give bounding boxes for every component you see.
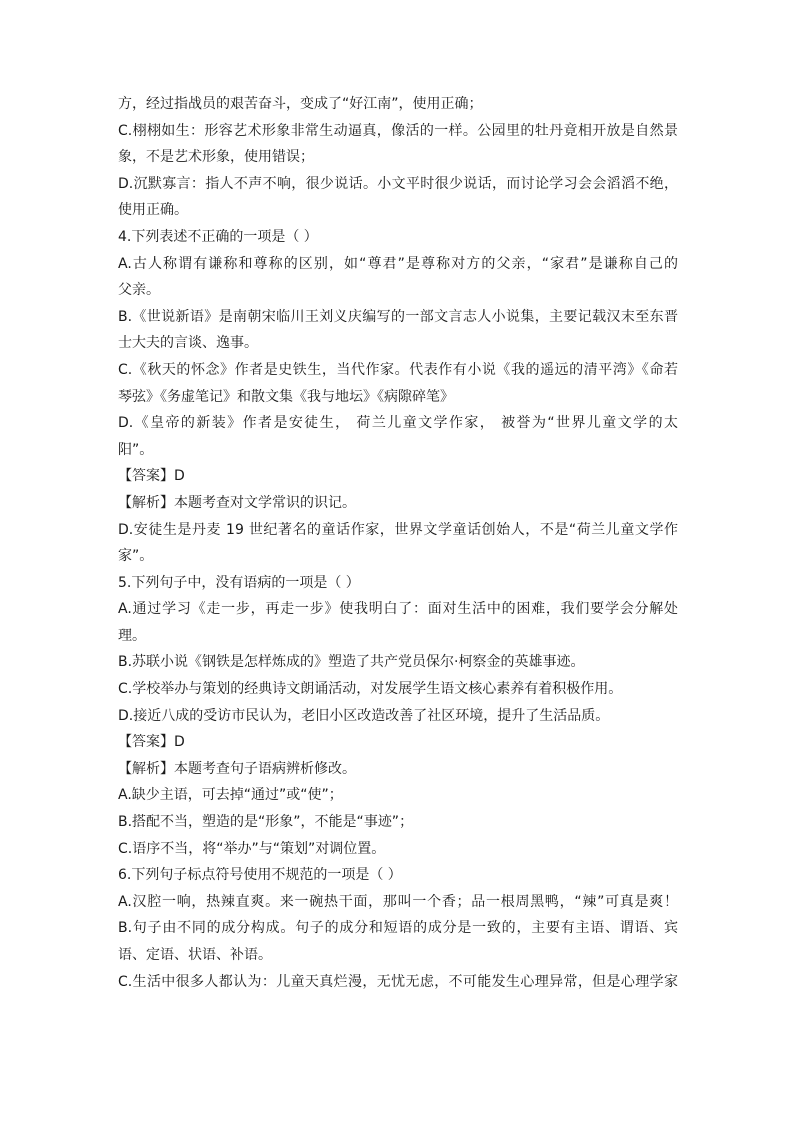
option-d: D.《皇帝的新装》作者是安徒生， 荷兰儿童文学作家， 被誉为“世界儿童文学的太 xyxy=(118,415,678,432)
question-5: 5.下列句子中，没有语病的一项是（ ） xyxy=(118,574,360,591)
analysis-label: 【解析】本题考查句子语病辨析修改。 xyxy=(118,760,356,777)
option-c: C.生活中很多人都认为：儿童天真烂漫，无忧无虑，不可能发生心理异常，但是心理学家 xyxy=(118,973,678,990)
text-line: 象，不是艺术形象，使用错误； xyxy=(118,149,314,166)
option-c: C.《秋天的怀念》作者是史铁生，当代作家。代表作有小说《我的遥远的清平湾》《命若 xyxy=(118,361,678,378)
option-c: C.学校举办与策划的经典诗文朗诵活动，对发展学生语文核心素养有着积极作用。 xyxy=(118,681,623,698)
text-line: 阳”。 xyxy=(118,441,154,458)
text-line: 家”。 xyxy=(118,548,154,565)
option-b: B.苏联小说《钢铁是怎样炼成的》塑造了共产党员保尔·柯察金的英雄事迹。 xyxy=(118,654,585,671)
option-a: A.通过学习《走一步，再走一步》使我明白了：面对生活中的困难，我们要学会分解处 xyxy=(118,601,678,618)
text-line: 父亲。 xyxy=(118,282,160,299)
text-line: D.安徒生是丹麦 19 世纪著名的童话作家，世界文学童话创始人，不是“荷兰儿童文学作 xyxy=(118,521,678,538)
answer-label: 【答案】D xyxy=(118,468,185,485)
answer-label: 【答案】D xyxy=(118,734,185,751)
text-line: 方，经过指战员的艰苦奋斗，变成了“好江南”，使用正确； xyxy=(118,96,483,112)
analysis-label: 【解析】本题考查对文学常识的识记。 xyxy=(118,494,356,511)
question-4: 4.下列表述不正确的一项是（ ） xyxy=(118,228,318,245)
option-a: A.汉腔一响，热辣直爽。来一碗热干面，那叫一个香；品一根周黑鸭，“辣”可真是爽！ xyxy=(118,893,678,910)
text-line: A.缺少主语，可去掉“通过”或“使”； xyxy=(118,787,343,804)
text-line: B.搭配不当，塑造的是“形象”，不能是“事迹”； xyxy=(118,814,414,831)
text-line: D.沉默寡言：指人不声不响，很少说话。小文平时很少说话，而讨论学习会会滔滔不绝， xyxy=(118,175,678,192)
option-a: A.古人称谓有谦称和尊称的区别，如“尊君”是尊称对方的父亲，“家君”是谦称自己的 xyxy=(118,255,678,272)
text-line: 语、定语、状语、补语。 xyxy=(118,947,272,963)
option-b: B.句子由不同的成分构成。句子的成分和短语的成分是一致的，主要有主语、谓语、宾 xyxy=(118,920,678,937)
text-line: 琴弦》《务虚笔记》和散文集《我与地坛》《病隙碎笔》 xyxy=(118,388,454,405)
document-page xyxy=(118,91,678,995)
question-6: 6.下列句子标点符号使用不规范的一项是（ ） xyxy=(118,867,402,884)
option-d: D.接近八成的受访市民认为，老旧小区改造改善了社区环境，提升了生活品质。 xyxy=(118,707,610,724)
option-b: B.《世说新语》是南朝宋临川王刘义庆编写的一部文言志人小说集，主要记载汉末至东晋 xyxy=(118,308,678,325)
text-line: 理。 xyxy=(118,627,146,644)
text-line: 使用正确。 xyxy=(118,202,188,219)
text-line: C.栩栩如生：形容艺术形象非常生动逼真，像活的一样。公园里的牡丹竟相开放是自然景 xyxy=(118,122,678,139)
text-line: C.语序不当，将“举办”与“策划”对调位置。 xyxy=(118,840,386,857)
text-line: 士大夫的言谈、逸事。 xyxy=(118,335,258,352)
